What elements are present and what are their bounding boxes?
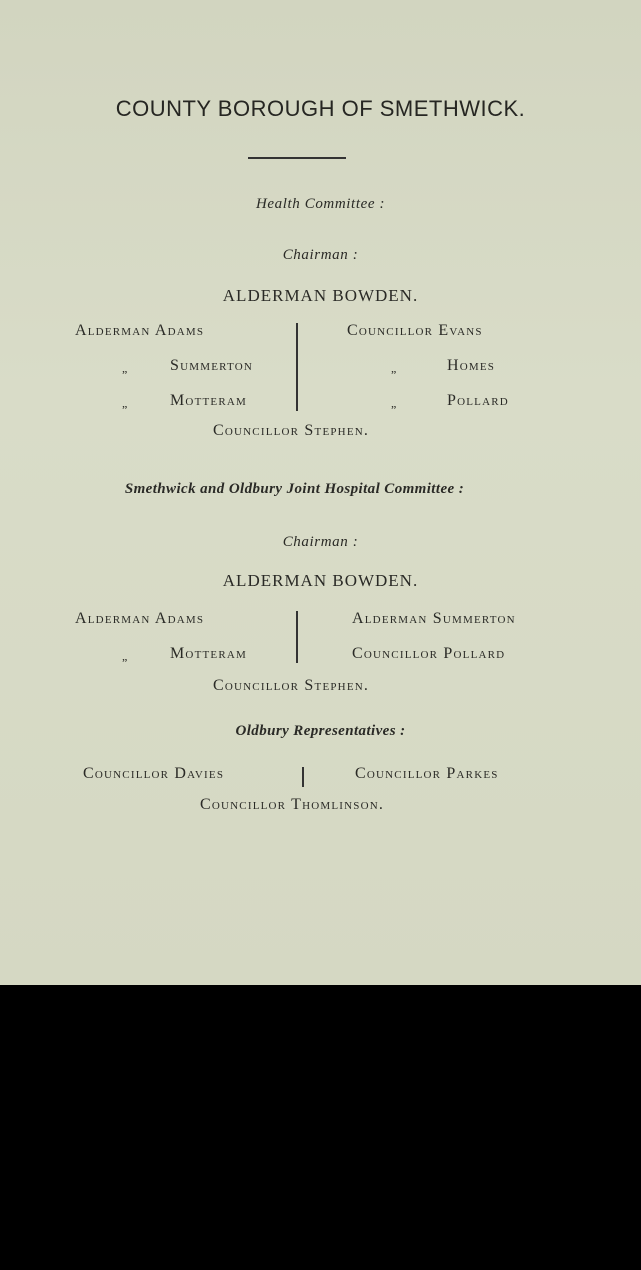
health-left-ditto-1: „ [122,361,128,375]
health-heading: Health Committee : [255,196,386,212]
oldbury-divider [302,767,304,787]
hospital-left-ditto-1: „ [122,649,128,663]
hospital-chairman-label: Chairman : [282,534,359,550]
health-divider [296,323,298,411]
oldbury-left-member: Councillor Davies [83,765,225,782]
hospital-right-member-1: Alderman Summerton [352,610,516,627]
health-right-member-2: Homes [447,357,496,374]
health-right-member-1: Councillor Evans [347,322,483,339]
hospital-footer-member: Councillor Stephen. [213,677,370,694]
health-left-member-1: Alderman Adams [75,322,205,339]
oldbury-footer-member: Councillor Thomlinson. [200,796,385,813]
oldbury-right-member: Councillor Parkes [355,765,499,782]
health-left-ditto-2: „ [122,396,128,410]
hospital-left-member-2: Motteram [170,645,247,662]
title-rule [248,157,346,159]
health-footer-member: Councillor Stephen. [213,422,370,439]
health-right-ditto-2: „ [391,396,397,410]
health-right-member-3: Pollard [447,392,509,409]
health-left-member-2: Summerton [170,357,254,374]
health-chairman-name: ALDERMAN BOWDEN. [222,286,419,305]
oldbury-heading: Oldbury Representatives : [235,723,406,739]
health-left-member-3: Motteram [170,392,247,409]
hospital-chairman-name: ALDERMAN BOWDEN. [222,571,419,590]
hospital-right-member-2: Councillor Pollard [352,645,506,662]
page-title: COUNTY BOROUGH OF SMETHWICK. [115,96,526,121]
hospital-heading: Smethwick and Oldbury Joint Hospital Committee : [124,481,465,497]
health-chairman-label: Chairman : [282,247,359,263]
health-right-ditto-1: „ [391,361,397,375]
hospital-divider [296,611,298,663]
hospital-left-member-1: Alderman Adams [75,610,205,627]
